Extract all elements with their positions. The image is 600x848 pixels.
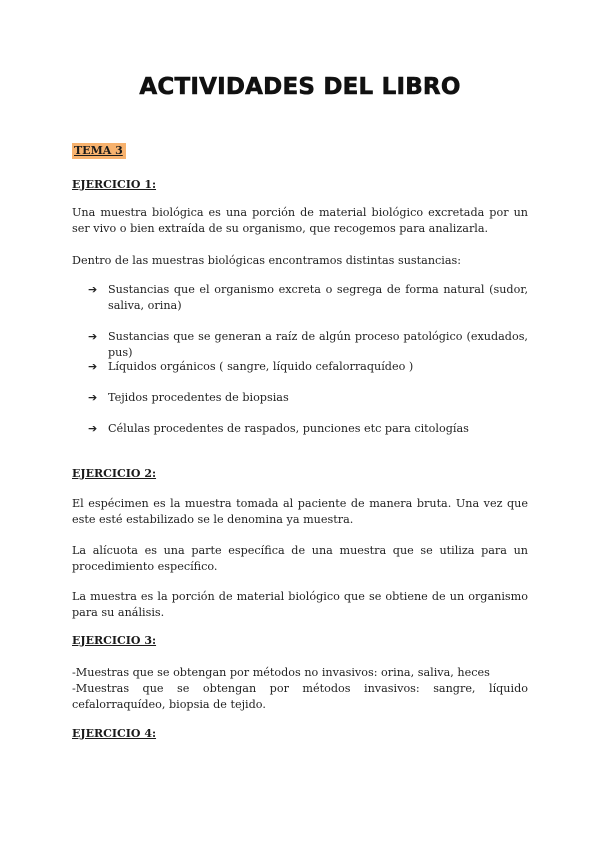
ejercicio-3-paragraph-1: -Muestras que se obtengan por métodos no invasivos: orina, saliva, heces [72, 666, 490, 679]
ejercicio-2-heading: EJERCICIO 2: [72, 467, 157, 480]
ejercicio-1-paragraph-1: Una muestra biológica es una porción de material biológico excretada por un ser vivo o bien extraída de su organismo, que recogemos para analizarla. [72, 206, 528, 235]
arrow-icon: ➔ [88, 360, 98, 373]
tema-label: TEMA 3 [72, 143, 126, 159]
ejercicio-1-paragraph-2: Dentro de las muestras biológicas encontramos distintas sustancias: [72, 254, 462, 267]
list-item [88, 390, 528, 406]
list-item [88, 421, 528, 437]
page-title: ACTIVIDADES DEL LIBRO [139, 74, 461, 100]
ejercicio-4-heading: EJERCICIO 4: [72, 727, 157, 740]
ejercicio-2-paragraph-2: La alícuota es una parte específica de una muestra que se utiliza para un procedimiento específico. [72, 544, 528, 573]
list-item [88, 282, 528, 314]
ejercicio-1-heading: EJERCICIO 1: [72, 178, 157, 191]
ejercicio-3-paragraph-2: -Muestras que se obtengan por métodos invasivos: sangre, líquido cefalorraquídeo, biopsia de tejido. [72, 682, 528, 711]
arrow-icon: ➔ [88, 330, 98, 343]
list-item [88, 329, 528, 361]
arrow-icon: ➔ [88, 283, 98, 296]
ejercicio-3-heading: EJERCICIO 3: [72, 634, 157, 647]
list-item-text: Sustancias que se generan a raíz de algún proceso patológico (exudados, pus) [108, 330, 528, 359]
ejercicio-2-paragraph-1: El espécimen es la muestra tomada al paciente de manera bruta. Una vez que este esté estabilizado se le denomina ya muestra. [72, 497, 528, 526]
list-item-text: Líquidos orgánicos ( sangre, líquido cefalorraquídeo ) [108, 360, 414, 373]
list-item [88, 359, 528, 375]
list-item-text: Células procedentes de raspados, punciones etc para citologías [108, 422, 469, 435]
arrow-icon: ➔ [88, 391, 98, 404]
ejercicio-2-paragraph-3: La muestra es la porción de material biológico que se obtiene de un organismo para su análisis. [72, 590, 528, 619]
list-item-text: Sustancias que el organismo excreta o segrega de forma natural (sudor, saliva, orina) [108, 283, 528, 312]
list-item-text: Tejidos procedentes de biopsias [108, 391, 289, 404]
arrow-icon: ➔ [88, 422, 98, 435]
